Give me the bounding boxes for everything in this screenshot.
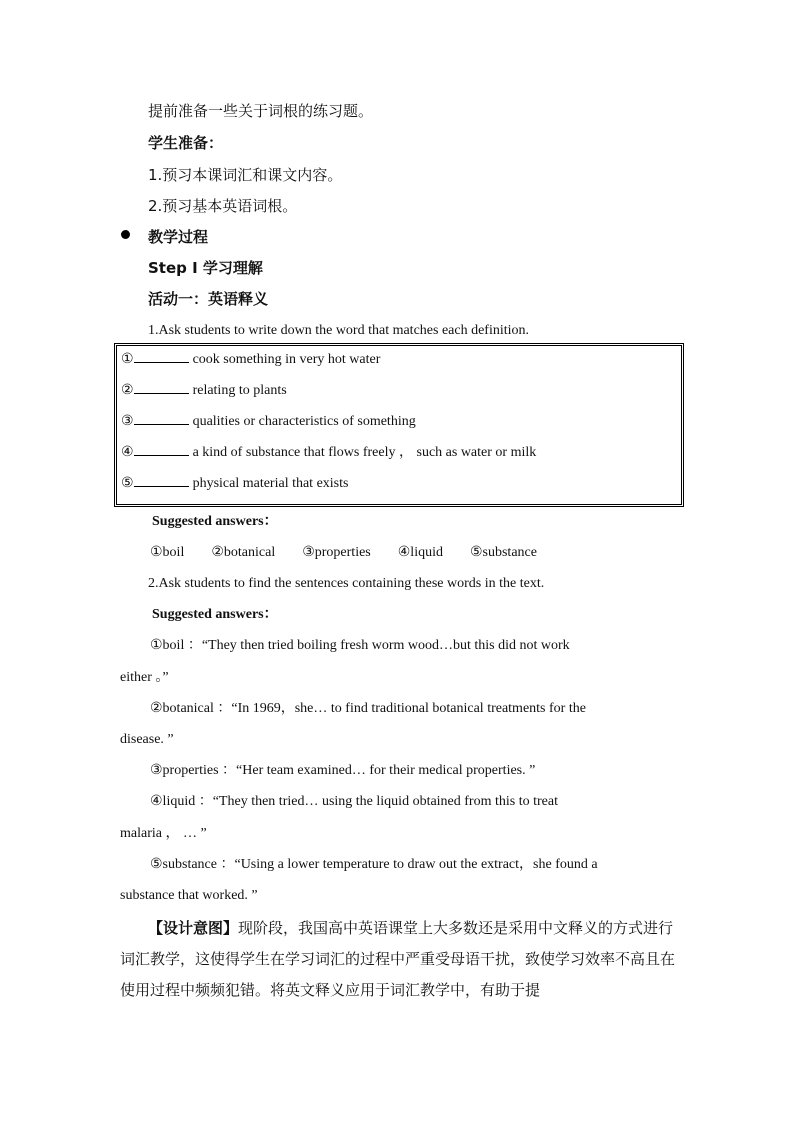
task-1-instruction: 1.Ask students to write down the word that matches each definition. xyxy=(148,323,530,338)
answer-sentence-line: disease. ” xyxy=(120,732,174,747)
answer-sentence-line: substance that worked. ” xyxy=(120,888,258,903)
definition-row: ⑤ physical material that exists xyxy=(121,473,348,494)
answer-sentence-line: ①boil ：“They then tried boiling fresh worm wood…but this did not work xyxy=(150,638,570,653)
answer-sentence-line: ②botanical ：“In 1969，she… to find traditional botanical treatments for the xyxy=(150,701,586,716)
bullet-icon xyxy=(121,230,130,239)
student-prep-heading: 学生准备： xyxy=(148,134,224,152)
answer-sentence-line: ④liquid ：“They then tried… using the liquid obtained from this to treat xyxy=(150,794,558,809)
answer-sentence-line: either 。” xyxy=(120,670,169,685)
answer-sentence-line: malaria ， … ” xyxy=(120,826,207,841)
design-intent-text: 现阶段，我国高中英语课堂上大多数还是采用中文释义的方式进行词汇教学，这使得学生在学习词汇的过程中严重受母语干扰，致使学习效率不高且在使用过程中频频犯错。将英文释义应用于词汇教学中，有助于提 xyxy=(120,919,676,999)
design-intent-paragraph xyxy=(120,913,675,1006)
student-prep-item-2: 2.预习基本英语词根。 xyxy=(148,197,298,215)
task-2-instruction: 2.Ask students to find the sentences containing these words in the text. xyxy=(148,576,545,591)
answers-list-1: ①boil ②botanical ③properties ④liquid ⑤substance xyxy=(150,545,537,560)
step-heading: Step Ⅰ 学习理解 xyxy=(148,259,263,277)
definition-row: ② relating to plants xyxy=(121,380,287,401)
process-heading: 教学过程 xyxy=(148,228,209,246)
definition-row: ③ qualities or characteristics of something xyxy=(121,411,416,432)
definitions-box xyxy=(116,345,682,505)
teacher-prep-line: 提前准备一些关于词根的练习题。 xyxy=(148,102,374,120)
answer-sentence-line: ⑤substance ：“Using a lower temperature to draw out the extract，she found a xyxy=(150,857,598,872)
design-intent-label: 【设计意图】 xyxy=(148,919,239,937)
activity-heading: 活动一：英语释义 xyxy=(148,290,269,308)
suggested-answers-heading-1: Suggested answers： xyxy=(152,514,278,529)
student-prep-item-1: 1.预习本课词汇和课文内容。 xyxy=(148,166,343,184)
answer-sentence-line: ③properties ：“Her team examined… for their medical properties. ” xyxy=(150,763,536,778)
definition-row: ① cook something in very hot water xyxy=(121,349,380,370)
definition-row: ④ a kind of substance that flows freely ， such as water or milk xyxy=(121,442,536,463)
suggested-answers-heading-2: Suggested answers： xyxy=(152,607,278,622)
